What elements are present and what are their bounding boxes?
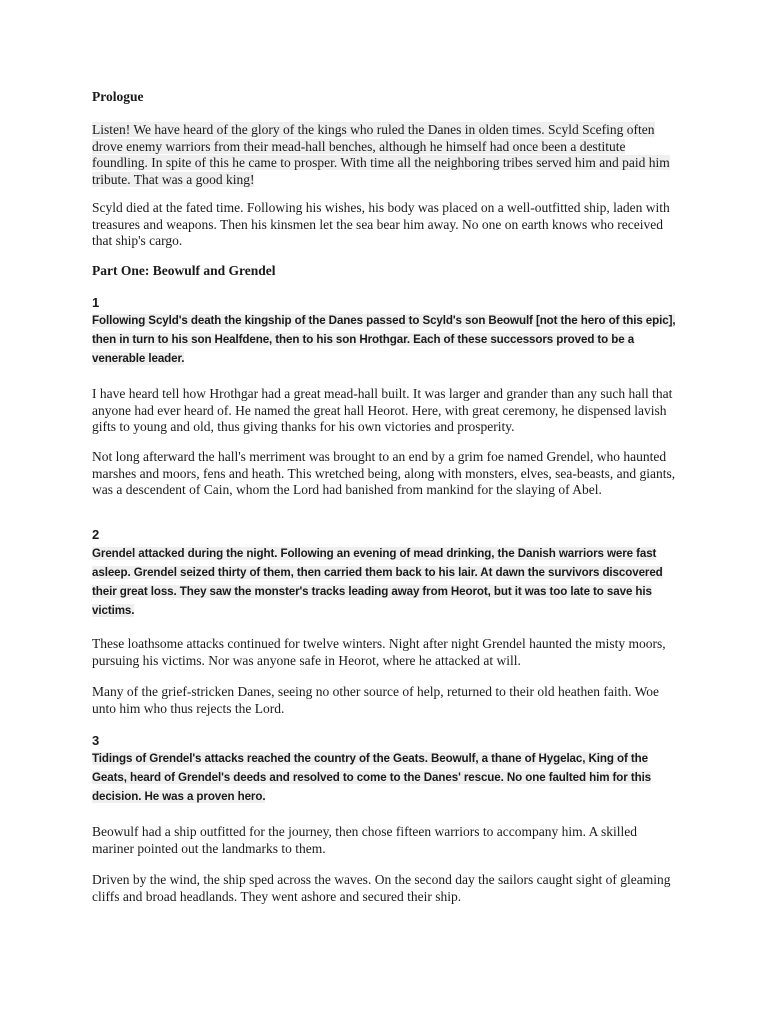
section-paragraph: Not long afterward the hall's merriment was brought to an end by a grim foe named Grendel, who haunted marshes and moors, fens and heath. This wretched being, along with monsters, elves, sea-beasts, and giants, was a descendent of Cain, whom the Lord had banished from mankind for the slaying of Abel.	[92, 449, 676, 497]
section-summary	[92, 544, 682, 620]
highlighted-summary: Tidings of Grendel's attacks reached the country of the Geats. Beowulf, a thane of Hygelac, King of the Geats, heard of Grendel's deeds and resolved to come to the Danes' rescue. No one faulted him for this decision. He was a proven hero.	[92, 752, 652, 803]
section-paragraph: Beowulf had a ship outfitted for the journey, then chose fifteen warriors to accompany him. A skilled mariner pointed out the landmarks to them.	[92, 824, 637, 856]
highlighted-summary: Following Scyld's death the kingship of the Danes passed to Scyld's son Beowulf [not the hero of this epic], then in turn to his son Healfdene, then to his son Hrothgar. Each of these successors proved to be a venerable leader.	[92, 314, 676, 365]
prologue-heading: Prologue	[92, 89, 144, 104]
highlighted-text: Listen! We have heard of the glory of the kings who ruled the Danes in olden times. Scyld Scefing often drove enemy warriors from their mead-hall benches, although he himself had once been a destitute foundling. In spite of this he came to prosper. With time all the neighboring tribes served him and paid him tribute. That was a good king!	[92, 122, 670, 187]
section-summary	[92, 749, 682, 806]
part-one-heading: Part One: Beowulf and Grendel	[92, 263, 276, 278]
section-paragraph: Driven by the wind, the ship sped across the waves. On the second day the sailors caught sight of gleaming cliffs and broad headlands. They went ashore and secured their ship.	[92, 872, 671, 904]
section-number: 3	[92, 733, 100, 748]
prologue-paragraph	[92, 122, 682, 188]
section-summary	[92, 311, 682, 368]
highlighted-summary: Grendel attacked during the night. Following an evening of mead drinking, the Danish warriors were fast asleep. Grendel seized thirty of them, then carried them back to his lair. At dawn the survivors discovered their great loss. They saw the monster's tracks leading away from Heorot, but it was too late to save his victims.	[92, 547, 663, 617]
prologue-paragraph: Scyld died at the fated time. Following his wishes, his body was placed on a well-outfitted ship, laden with treasures and weapons. Then his kinsmen let the sea bear him away. No one on earth knows who received that ship's cargo.	[92, 200, 670, 248]
section-paragraph: I have heard tell how Hrothgar had a great mead-hall built. It was larger and grander than any such hall that anyone had ever heard of. He named the great hall Heorot. Here, with great ceremony, he dispensed lavish gifts to young and old, thus giving thanks for his own victories and prosperity.	[92, 386, 673, 434]
section-number: 1	[92, 295, 100, 310]
section-paragraph: Many of the grief-stricken Danes, seeing no other source of help, returned to their old heathen faith. Woe unto him who thus rejects the Lord.	[92, 684, 659, 716]
section-number: 2	[92, 527, 100, 542]
section-paragraph: These loathsome attacks continued for twelve winters. Night after night Grendel haunted the misty moors, pursuing his victims. Nor was anyone safe in Heorot, where he attacked at will.	[92, 636, 666, 668]
